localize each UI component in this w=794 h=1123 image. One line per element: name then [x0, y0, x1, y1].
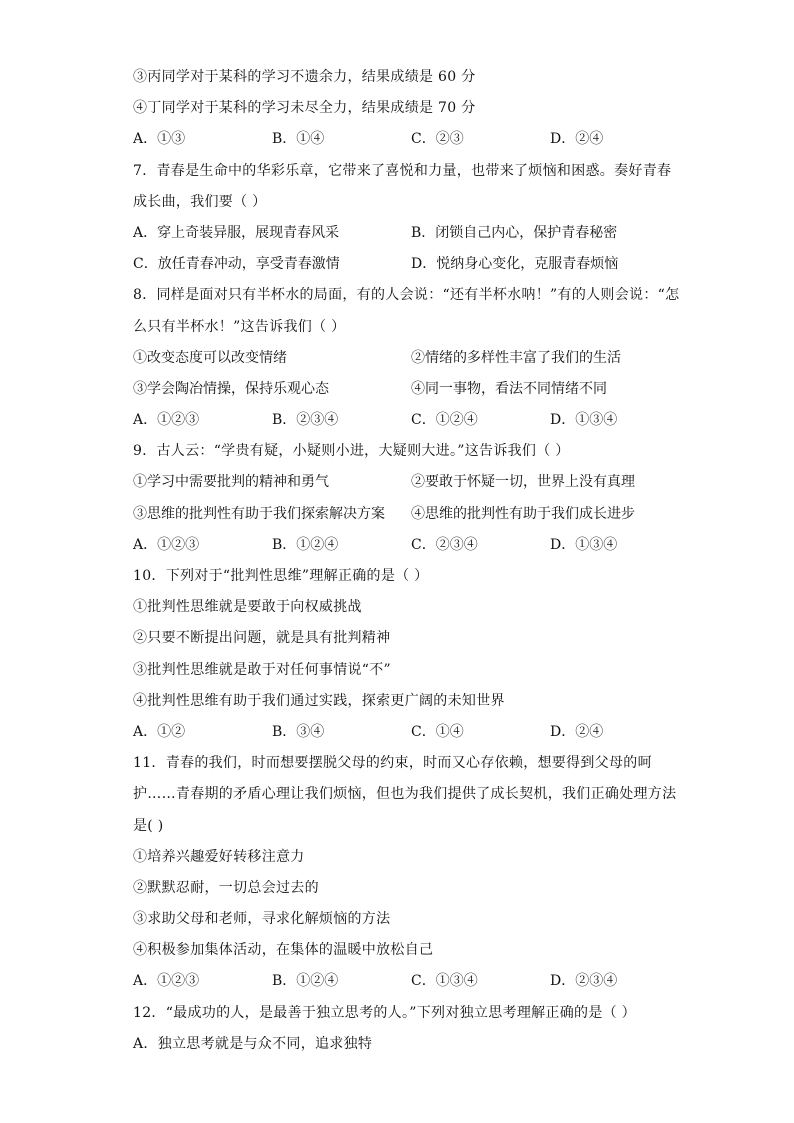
answer-option: A．①②③: [133, 412, 200, 429]
text-line: 成长曲，我们要（ ）: [133, 193, 267, 210]
text-line: 7．青春是生命中的华彩乐章，它带来了喜悦和力量，也带来了烦恼和困惑。奏好青春: [133, 162, 672, 179]
answer-option: D．②④: [550, 723, 604, 740]
answer-option: C．①③④: [411, 973, 478, 990]
options-row: [133, 717, 673, 748]
text-line: 9．古人云：“学贵有疑，小疑则小进，大疑则大进。”这告诉我们（ ）: [133, 443, 570, 460]
text-line: ①批判性思维就是要敢于向权威挑战: [133, 599, 362, 616]
text-line: ③批判性思维就是敢于对任何事情说“不”: [133, 661, 392, 678]
text-line: A．独立思考就是与众不同，追求独特: [133, 1035, 373, 1052]
answer-option: ②情绪的多样性丰富了我们的生活: [411, 349, 621, 366]
answer-option: B．③④: [272, 723, 325, 740]
answer-option: A．①③: [133, 131, 186, 148]
answer-option: ①改变态度可以改变情绪: [133, 349, 287, 366]
answer-option: A．①②: [133, 723, 186, 740]
answer-option: C．①②④: [411, 412, 478, 429]
answer-option: ③学会陶冶情操，保持乐观心态: [133, 380, 329, 397]
text-line: 8．同样是面对只有半杯水的局面，有的人会说：“还有半杯水呐！”有的人则会说：“怎: [133, 287, 680, 304]
text-line: 护……青春期的矛盾心理让我们烦恼，但也为我们提供了成长契机，我们正确处理方法: [133, 786, 677, 803]
options-row: [133, 249, 673, 280]
options-row: [133, 374, 673, 405]
text-line: 是( ): [133, 817, 164, 834]
options-row: [133, 124, 673, 155]
answer-option: ②要敢于怀疑一切，世界上没有真理: [411, 474, 635, 491]
answer-option: C．②③: [411, 131, 464, 148]
answer-option: D．①③④: [550, 536, 618, 553]
text-line: 12．“最成功的人，是最善于独立思考的人。”下列对独立思考理解正确的是（ ）: [133, 1004, 636, 1021]
options-row: [133, 467, 673, 498]
options-row: [133, 405, 673, 436]
text-line: 么只有半杯水！”这告诉我们（ ）: [133, 318, 346, 335]
answer-option: B．①④: [272, 131, 325, 148]
answer-option: C．②③④: [411, 536, 478, 553]
answer-option: D．②③④: [550, 973, 618, 990]
answer-option: B．闭锁自己内心，保护青春秘密: [411, 224, 618, 241]
text-line: ④批判性思维有助于我们通过实践，探索更广阔的未知世界: [133, 692, 505, 709]
answer-option: D．悦纳身心变化，克服青春烦恼: [411, 256, 619, 273]
text-line: ①培养兴趣爱好转移注意力: [133, 848, 305, 865]
text-line: ④丁同学对于某科的学习未尽全力，结果成绩是 70 分: [133, 100, 476, 117]
answer-option: B．②③④: [272, 412, 339, 429]
answer-option: D．②④: [550, 131, 604, 148]
text-line: ③丙同学对于某科的学习不遗余力，结果成绩是 60 分: [133, 69, 476, 85]
text-line: ③求助父母和老师，寻求化解烦恼的方法: [133, 911, 391, 928]
answer-option: ④同一事物，看法不同情绪不同: [411, 380, 607, 397]
text-line: ②只要不断提出问题，就是具有批判精神: [133, 630, 391, 647]
answer-option: D．①③④: [550, 412, 618, 429]
answer-option: A．穿上奇装异服，展现青春风采: [133, 224, 340, 241]
answer-option: ④思维的批判性有助于我们成长进步: [411, 505, 635, 522]
options-row: [133, 530, 673, 561]
answer-option: C．放任青春冲动，享受青春激情: [133, 256, 340, 273]
options-row: [133, 218, 673, 249]
text-line: ④积极参加集体活动，在集体的温暖中放松自己: [133, 942, 434, 959]
answer-option: ①学习中需要批判的精神和勇气: [133, 474, 329, 491]
text-line: ②默默忍耐，一切总会过去的: [133, 879, 319, 896]
answer-option: B．①②④: [272, 973, 339, 990]
options-row: [133, 343, 673, 374]
answer-option: B．①②④: [272, 536, 339, 553]
text-line: 11．青春的我们，时而想要摆脱父母的约束，时而又心存依赖，想要得到父母的呵: [133, 755, 652, 772]
answer-option: A．①②③: [133, 536, 200, 553]
question-content: [133, 62, 680, 1060]
options-row: [133, 499, 673, 530]
answer-option: ③思维的批判性有助于我们探索解决方案: [133, 505, 385, 522]
text-line: 10．下列对于“批判性思维”理解正确的是（ ）: [133, 568, 429, 584]
answer-option: C．①④: [411, 723, 464, 740]
answer-option: A．①②③: [133, 973, 200, 990]
options-row: [133, 966, 673, 997]
